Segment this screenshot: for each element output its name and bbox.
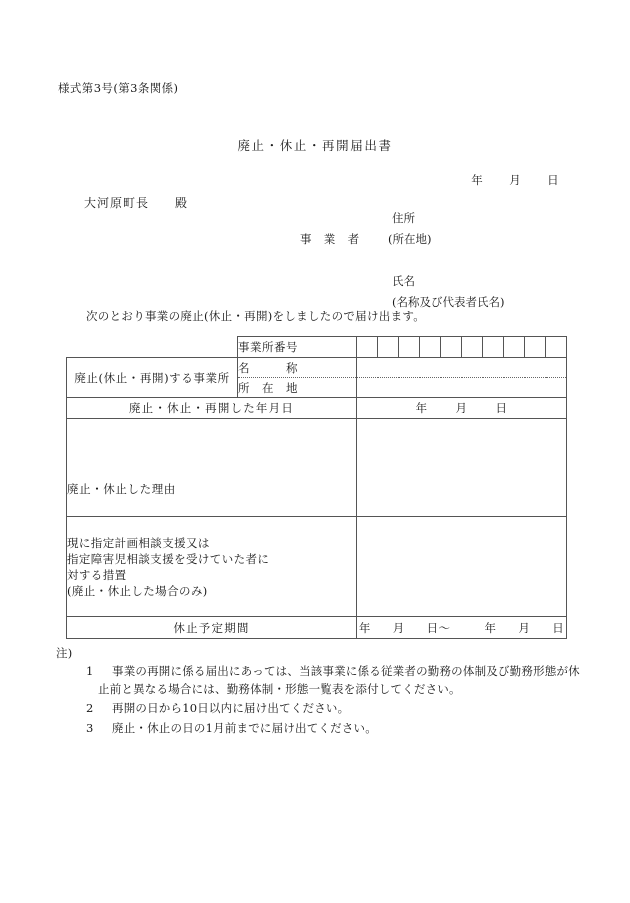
suspension-from-day: 日～	[426, 620, 451, 635]
establishment-name-label: 名 称	[238, 358, 357, 378]
applicant-name-label: 氏名	[392, 274, 415, 288]
applicant-block-label: 事 業 者	[300, 232, 360, 246]
note-item	[56, 663, 586, 698]
office-number-box[interactable]	[504, 337, 525, 358]
office-number-box[interactable]	[441, 337, 462, 358]
note-item	[56, 720, 586, 738]
declaration-table	[66, 336, 566, 639]
establishment-address-input[interactable]	[357, 378, 567, 398]
note-text-line2: 止前と異なる場合には、勤務体制・形態一覧表を添付してください。	[98, 681, 461, 696]
reason-label	[67, 419, 357, 517]
suspension-to-day: 日	[552, 620, 565, 635]
office-number-label: 事業所番号	[238, 337, 357, 358]
office-number-box[interactable]	[525, 337, 546, 358]
measures-line-2: 指定障害児相談支援を受けていた者に	[67, 551, 270, 566]
suspension-to-month: 月	[518, 620, 531, 635]
note-number: 2	[86, 701, 94, 715]
addressee-honorific: 殿	[175, 196, 189, 210]
office-number-box[interactable]	[357, 337, 378, 358]
note-number: 1	[86, 664, 94, 678]
measures-input[interactable]	[357, 517, 567, 617]
table-row-measures	[67, 517, 567, 617]
page-title: 廃止・休止・再開届出書	[237, 138, 393, 153]
form-code: 様式第3号(第3条関係)	[58, 81, 179, 95]
table-row-reason	[67, 419, 567, 517]
event-date-year: 年	[415, 401, 428, 415]
applicant-address-sub: (所在地)	[388, 232, 432, 246]
suspension-period-input[interactable]	[357, 617, 567, 639]
lead-text: 次のとおり事業の廃止(休止・再開)をしましたので届け出ます。	[86, 309, 426, 323]
note-text	[86, 664, 586, 698]
addressee-name: 大河原町長	[84, 196, 150, 210]
date-month-label: 月	[509, 173, 522, 187]
office-number-box[interactable]	[420, 337, 441, 358]
event-date-label: 廃止・休止・再開した年月日	[67, 398, 357, 419]
note-text-line1: 事業の再開に係る届出にあっては、当該事業に係る従業者の勤務の体制及び勤務形態が休	[112, 664, 580, 678]
note-text: 廃止・休止の日の1月前までに届け出てください。	[112, 720, 377, 735]
reason-label-text: 廃止・休止した理由	[67, 481, 176, 496]
measures-line-4: (廃止・休止した場合のみ)	[67, 583, 208, 598]
table-row-event-date	[67, 398, 567, 419]
note-text: 再開の日から10日以内に届け出てください。	[112, 701, 350, 715]
note-item	[56, 700, 586, 718]
office-number-box[interactable]	[378, 337, 399, 358]
event-date-day: 日	[495, 401, 508, 415]
establishment-label: 廃止(休止・再開)する事業所	[67, 358, 238, 398]
note-number: 3	[86, 720, 94, 735]
suspension-period-label: 休止予定期間	[67, 617, 357, 639]
suspension-from-month: 月	[392, 620, 405, 635]
office-number-box[interactable]	[462, 337, 483, 358]
applicant-name-sub: (名称及び代表者氏名)	[392, 295, 505, 309]
office-number-box[interactable]	[546, 337, 567, 358]
reason-input[interactable]	[357, 419, 567, 517]
suspension-from-year: 年	[358, 620, 371, 635]
measures-label	[67, 517, 357, 617]
measures-line-3: 対する措置	[67, 567, 127, 582]
date-year-label: 年	[471, 173, 484, 187]
table-row-establishment-name	[67, 358, 567, 378]
measures-line-1: 現に指定計画相談支援又は	[67, 535, 210, 550]
notes-section	[56, 645, 586, 737]
date-day-label: 日	[547, 173, 559, 187]
establishment-name-input[interactable]	[357, 358, 567, 378]
table-row-suspension-period	[67, 617, 567, 639]
table-row-office-number	[67, 337, 567, 358]
event-date-month: 月	[455, 401, 468, 415]
suspension-to-year: 年	[484, 620, 497, 635]
submission-date-line	[0, 172, 573, 188]
office-number-spacer	[67, 337, 238, 358]
establishment-address-label: 所 在 地	[238, 378, 357, 398]
addressee	[84, 194, 188, 211]
office-number-box[interactable]	[483, 337, 504, 358]
notes-heading: 注)	[56, 646, 73, 660]
office-number-box[interactable]	[399, 337, 420, 358]
event-date-input[interactable]	[357, 398, 567, 419]
applicant-address-label: 住所	[392, 211, 415, 225]
